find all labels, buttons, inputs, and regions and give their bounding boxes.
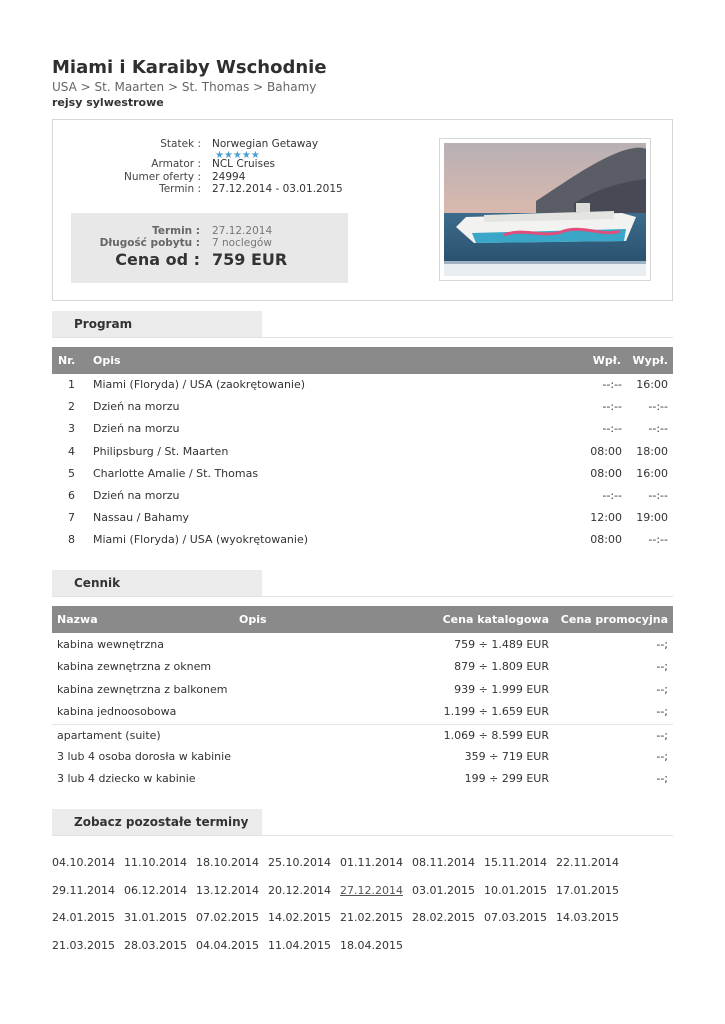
program-row-nr: 3 (68, 422, 75, 436)
date-link[interactable]: 27.12.2014 (340, 883, 403, 897)
pricing-row-promo-price: --; (656, 772, 668, 786)
date-link[interactable]: 11.10.2014 (124, 856, 187, 869)
program-row (52, 485, 673, 507)
col-name: Nazwa (57, 613, 98, 626)
program-row-nr: 4 (68, 444, 75, 458)
col-description: Opis (239, 613, 267, 626)
pricing-row (52, 768, 673, 790)
date-link[interactable]: 01.11.2014 (340, 856, 403, 869)
program-row (52, 418, 673, 440)
pricing-row-catalog-price: 759 ÷ 1.489 EUR (454, 638, 549, 651)
pricing-row-catalog-price: 1.199 ÷ 1.659 EUR (443, 705, 549, 719)
date-link[interactable]: 14.03.2015 (556, 911, 619, 924)
program-section-title: Program (52, 311, 262, 337)
program-row-desc: Dzień na morzu (93, 400, 180, 414)
program-row-arrival: 12:00 (590, 511, 622, 525)
pricing-row-catalog-price: 879 ÷ 1.809 EUR (454, 660, 549, 674)
pricing-row-name: 3 lub 4 dziecko w kabinie (57, 772, 196, 786)
program-section-header (52, 311, 673, 338)
program-row-departure: 16:00 (636, 378, 668, 391)
date-link[interactable]: 03.01.2015 (412, 883, 475, 897)
price-term-value: 27.12.2014 (212, 225, 273, 237)
breadcrumb: USA > St. Maarten > St. Thomas > Bahamy (52, 80, 317, 94)
col-desc: Opis (93, 354, 121, 367)
stay-length-value: 7 noclegów (212, 237, 272, 249)
program-row-arrival: --:-- (602, 400, 622, 414)
program-row-departure: --:-- (648, 422, 668, 436)
col-catalog-price: Cena katalogowa (442, 613, 549, 626)
pricing-row-name: apartament (suite) (57, 728, 161, 742)
date-link[interactable]: 15.11.2014 (484, 856, 547, 869)
other-dates-section-header (52, 809, 673, 836)
program-row-arrival: --:-- (602, 378, 622, 391)
pricing-row (52, 746, 673, 768)
col-promo-price: Cena promocyjna (560, 613, 668, 626)
program-row (52, 507, 673, 529)
program-row-nr: 7 (68, 511, 75, 525)
pricing-row (52, 656, 673, 678)
program-row-desc: Nassau / Bahamy (93, 511, 190, 525)
date-link[interactable]: 24.01.2015 (52, 911, 115, 924)
offer-number-label: Numer oferty : (124, 171, 201, 183)
program-row-nr: 5 (68, 466, 75, 480)
date-link[interactable]: 04.04.2015 (196, 938, 259, 952)
date-link[interactable]: 29.11.2014 (52, 883, 115, 897)
program-row-nr: 1 (68, 378, 75, 391)
pricing-row-name: 3 lub 4 osoba dorosła w kabinie (57, 750, 231, 763)
pricing-row-promo-price: --; (656, 660, 668, 674)
pricing-row (52, 679, 673, 701)
program-row-departure: 18:00 (636, 444, 668, 458)
program-row (52, 374, 673, 396)
pricing-row-catalog-price: 1.069 ÷ 8.599 EUR (443, 728, 549, 742)
date-link[interactable]: 17.01.2015 (556, 883, 619, 897)
price-box (71, 213, 348, 283)
program-row-departure: --:-- (648, 400, 668, 414)
date-link[interactable]: 14.02.2015 (268, 911, 331, 924)
program-row-departure: --:-- (648, 533, 668, 547)
date-link[interactable]: 21.03.2015 (52, 938, 115, 952)
program-row-arrival: 08:00 (590, 533, 622, 547)
pricing-row (52, 701, 673, 723)
col-departure: Wypł. (632, 354, 668, 367)
program-row-arrival: --:-- (602, 489, 622, 502)
date-link[interactable]: 07.02.2015 (196, 911, 259, 924)
pricing-row-name: kabina wewnętrzna (57, 638, 164, 651)
ship-photo-frame[interactable] (439, 138, 651, 281)
program-row (52, 441, 673, 463)
date-link[interactable]: 06.12.2014 (124, 883, 187, 897)
price-from-label: Cena od : (115, 250, 200, 269)
rating-stars-icon: ★★★★★ (215, 150, 260, 161)
pricing-row-promo-price: --; (656, 638, 668, 651)
date-link[interactable]: 13.12.2014 (196, 883, 259, 897)
date-link[interactable]: 20.12.2014 (268, 883, 331, 897)
date-link[interactable]: 07.03.2015 (484, 911, 547, 924)
program-row-departure: --:-- (648, 489, 668, 502)
date-link[interactable]: 28.02.2015 (412, 911, 475, 924)
pricing-row-catalog-price: 199 ÷ 299 EUR (464, 772, 549, 786)
stay-length-label: Długość pobytu : (99, 237, 200, 249)
program-row-nr: 8 (68, 533, 75, 547)
program-row-desc: Philipsburg / St. Maarten (93, 444, 229, 458)
date-link[interactable]: 28.03.2015 (124, 938, 187, 952)
ship-photo (444, 143, 646, 276)
date-link[interactable]: 04.10.2014 (52, 856, 115, 869)
pricing-row-name: kabina jednoosobowa (57, 705, 177, 719)
pricing-section-title: Cennik (52, 570, 262, 596)
pricing-row-promo-price: --; (656, 728, 668, 742)
pricing-row-promo-price: --; (656, 705, 668, 719)
program-row-nr: 2 (68, 400, 75, 414)
date-link[interactable]: 18.10.2014 (196, 856, 259, 869)
pricing-row-name: kabina zewnętrzna z oknem (57, 660, 212, 674)
date-link[interactable]: 25.10.2014 (268, 856, 331, 869)
pricing-row-promo-price: --; (656, 682, 668, 696)
pricing-row-catalog-price: 939 ÷ 1.999 EUR (454, 682, 549, 696)
pricing-row-name: kabina zewnętrzna z balkonem (57, 682, 228, 696)
ship-label: Statek : (160, 138, 201, 150)
operator-label: Armator : (151, 158, 201, 170)
date-link[interactable]: 08.11.2014 (412, 856, 475, 869)
date-link[interactable]: 21.02.2015 (340, 911, 403, 924)
program-row-arrival: 08:00 (590, 466, 622, 480)
program-row-arrival: 08:00 (590, 444, 622, 458)
term-label: Termin : (159, 183, 201, 195)
offer-summary-box (52, 119, 673, 301)
program-row-desc: Miami (Floryda) / USA (wyokrętowanie) (93, 533, 309, 547)
ship-value: Norwegian Getaway (212, 138, 319, 150)
col-arrival: Wpł. (592, 354, 621, 367)
program-row (52, 529, 673, 551)
date-link[interactable]: 22.11.2014 (556, 856, 619, 869)
page-title: Miami i Karaiby Wschodnie (52, 57, 327, 78)
program-row-arrival: --:-- (602, 422, 622, 436)
other-dates-section-title: Zobacz pozostałe terminy (52, 809, 262, 835)
operator-value: NCL Cruises (212, 158, 275, 170)
date-link[interactable]: 10.01.2015 (484, 883, 547, 897)
program-row-departure: 19:00 (636, 511, 668, 525)
program-row-desc: Dzień na morzu (93, 422, 180, 436)
program-row-nr: 6 (68, 489, 75, 502)
pricing-row (52, 724, 673, 746)
offer-number-value: 24994 (212, 171, 246, 183)
term-value: 27.12.2014 - 03.01.2015 (212, 183, 343, 195)
date-link[interactable]: 18.04.2015 (340, 938, 403, 952)
page-subtitle: rejsy sylwestrowe (52, 96, 164, 109)
col-nr: Nr. (58, 354, 76, 367)
program-row-desc: Dzień na morzu (93, 489, 180, 502)
program-table-header (52, 347, 673, 374)
price-term-label: Termin : (152, 225, 200, 237)
program-row (52, 463, 673, 485)
date-link[interactable]: 31.01.2015 (124, 911, 187, 924)
price-from-value: 759 EUR (212, 250, 288, 269)
program-row-departure: 16:00 (636, 466, 668, 480)
date-link[interactable]: 11.04.2015 (268, 938, 331, 952)
program-row (52, 396, 673, 418)
pricing-section-header (52, 570, 673, 597)
program-row-desc: Miami (Floryda) / USA (zaokrętowanie) (93, 378, 306, 391)
pricing-row-catalog-price: 359 ÷ 719 EUR (464, 750, 549, 763)
pricing-row-promo-price: --; (656, 750, 668, 763)
pricing-row (52, 634, 673, 656)
program-row-desc: Charlotte Amalie / St. Thomas (93, 466, 259, 480)
pricing-table-header (52, 606, 673, 633)
